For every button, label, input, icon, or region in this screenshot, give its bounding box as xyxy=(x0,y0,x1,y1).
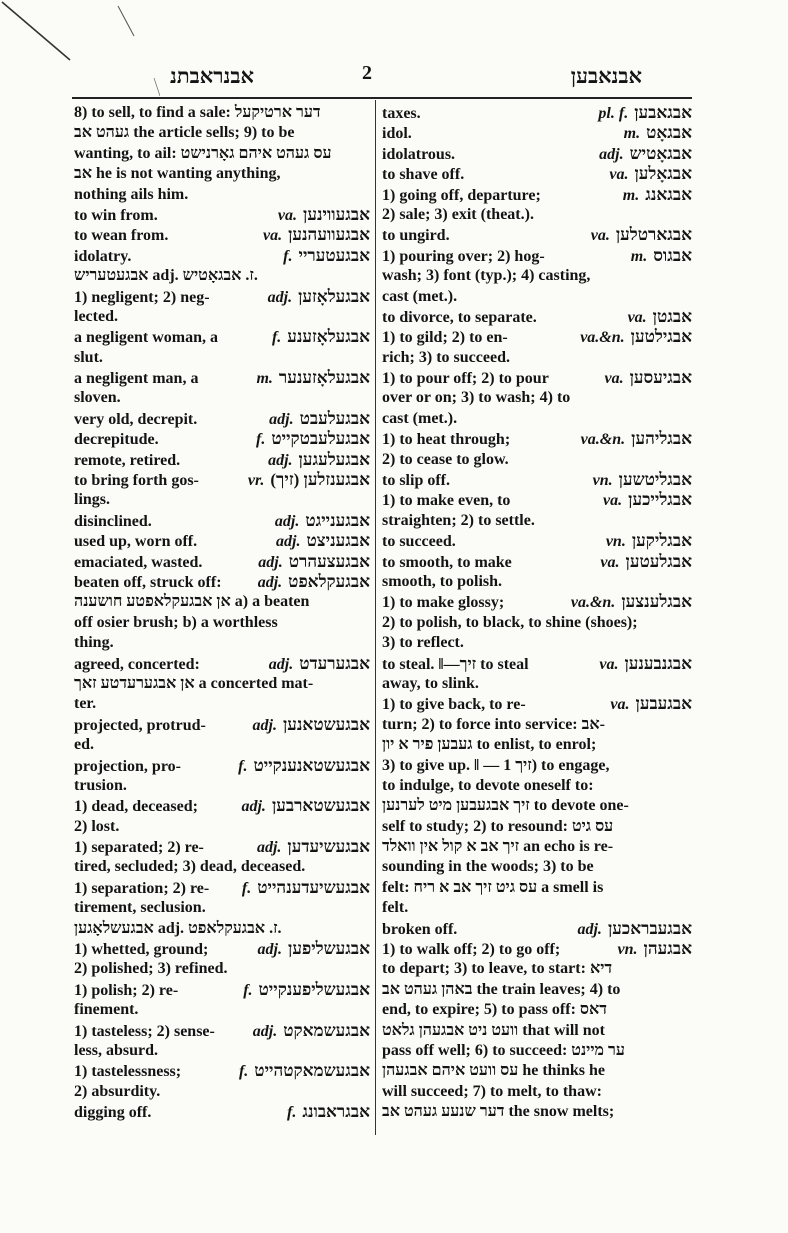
entry-line xyxy=(382,898,692,918)
part-of-speech: adj. xyxy=(268,451,293,469)
part-of-speech: adj. xyxy=(274,512,300,530)
entry-text: ed. xyxy=(74,736,94,754)
entry-line xyxy=(382,103,692,123)
entry-text: 2) sale; 3) exit (theat.). xyxy=(382,205,534,223)
part-of-speech: adj. xyxy=(599,145,624,163)
entry-text: 2) to polish, to black, to shine (shoes); xyxy=(382,613,638,631)
entry-text: agreed, concerted: xyxy=(74,655,200,673)
headword: אבגעלאָזענער xyxy=(278,368,370,388)
entry-text: idol. xyxy=(382,125,412,143)
entry-line xyxy=(74,266,370,286)
entry-line xyxy=(382,552,692,572)
entry-text: אן אבגערעדטע זאך a concerted mat- xyxy=(74,674,314,692)
part-of-speech: va. xyxy=(627,308,647,326)
entry-line xyxy=(74,1082,370,1102)
entry-line xyxy=(74,103,370,123)
entry-text: to steal. ‖—זיך to steal xyxy=(382,655,529,673)
entry-text: 1) to heat through; xyxy=(382,431,511,449)
entry-text: projected, protrud- xyxy=(74,716,206,734)
entry-text: smooth, to polish. xyxy=(382,572,503,590)
entry-text: 1) going off, departure; xyxy=(382,186,541,204)
part-of-speech: adj. xyxy=(577,920,602,938)
entry-line xyxy=(74,817,370,837)
entry-text: digging off. xyxy=(74,1104,152,1122)
headword: אבגעשמאקטהייט xyxy=(254,1061,370,1081)
entry-text: to succeed. xyxy=(382,533,456,551)
entry-text: to win from. xyxy=(74,206,158,224)
part-of-speech: va.&n. xyxy=(580,431,626,449)
header-left-guide-word: אבנראבתנ xyxy=(170,64,254,88)
entry-line xyxy=(74,490,370,510)
entry-text: זיך אבגעבען מיט לערנען to devote one- xyxy=(382,797,629,815)
headword: אבגליטשען xyxy=(618,470,692,490)
entry-line xyxy=(382,246,692,266)
entry-line xyxy=(382,511,692,531)
entry-line xyxy=(382,1000,692,1020)
entry-text: וועט ניט אבגעהן גלאט that will not xyxy=(382,1021,605,1039)
headword: אבגעשיעדענהייט xyxy=(257,877,370,897)
entry-line xyxy=(74,185,370,205)
entry-text: finement. xyxy=(74,1001,139,1019)
entry-line xyxy=(382,1082,692,1102)
entry-line xyxy=(382,1061,692,1081)
headword: אבגאָטיש xyxy=(629,143,692,163)
entry-text: felt. xyxy=(382,899,409,917)
entry-line xyxy=(382,654,692,674)
headword: אבגעלעגען xyxy=(298,449,370,469)
entry-text: slut. xyxy=(74,348,103,366)
part-of-speech: f. xyxy=(271,329,282,347)
entry-line xyxy=(382,837,692,857)
entry-line xyxy=(74,674,370,694)
headword: אבגעשיעדען xyxy=(287,837,370,857)
entry-text: אן אבגעקלאפטע חושענה a) a beaten xyxy=(74,593,310,611)
entry-text: taxes. xyxy=(382,105,421,122)
entry-text: trusion. xyxy=(74,776,127,794)
part-of-speech: vn. xyxy=(617,941,638,959)
right-column xyxy=(382,103,692,1123)
part-of-speech: pl. f. xyxy=(598,105,629,122)
entry-text: sloven. xyxy=(74,389,121,407)
entry-text: thing. xyxy=(74,634,114,652)
entry-line xyxy=(74,1041,370,1061)
entry-line xyxy=(74,511,370,531)
headword: אבגראבונג xyxy=(302,1102,370,1122)
entry-text: tired, secluded; 3) dead, deceased. xyxy=(74,858,306,876)
entry-line xyxy=(382,144,692,164)
entry-line xyxy=(74,164,370,184)
entry-text: to wean from. xyxy=(74,227,169,245)
part-of-speech: m. xyxy=(630,247,648,265)
entry-line xyxy=(382,592,692,612)
entry-line xyxy=(74,409,370,429)
entry-line xyxy=(382,531,692,551)
entry-line xyxy=(382,164,692,184)
part-of-speech: va.&n. xyxy=(570,594,616,612)
entry-text: nothing ails him. xyxy=(74,185,189,203)
entry-text: 2) absurdity. xyxy=(74,1082,161,1100)
entry-line xyxy=(382,613,692,633)
entry-line xyxy=(74,348,370,368)
headword: אבגליקען xyxy=(631,531,692,551)
entry-text: to slip off. xyxy=(382,472,450,490)
entry-line xyxy=(74,287,370,307)
part-of-speech: m. xyxy=(623,125,641,143)
entry-text: rich; 3) to succeed. xyxy=(382,348,510,366)
entry-text: 1) to gild; 2) to en- xyxy=(382,329,508,347)
entry-line xyxy=(382,674,692,694)
headword: אבגלעטען xyxy=(625,551,692,571)
entry-line xyxy=(74,857,370,877)
entry-text: straighten; 2) to settle. xyxy=(382,511,535,529)
entry-line xyxy=(382,1021,692,1041)
entry-text: pass off well; 6) to succeed: ער מיינט xyxy=(382,1041,625,1059)
entry-text: ter. xyxy=(74,695,97,713)
entry-line xyxy=(382,307,692,327)
entry-line xyxy=(382,123,692,143)
headword: אבגעשטאנענקייט xyxy=(253,755,370,775)
entry-text: 1) to make even, to xyxy=(382,492,511,510)
part-of-speech: adj. xyxy=(252,1022,278,1040)
headword: אבגארטלען xyxy=(615,225,692,245)
entry-text: wash; 3) font (typ.); 4) casting, xyxy=(382,267,591,285)
entry-line xyxy=(382,1041,692,1061)
entry-text: to smooth, to make xyxy=(382,553,512,571)
headword: אבגטן xyxy=(652,306,692,326)
entry-line xyxy=(74,388,370,408)
entry-line xyxy=(382,919,692,939)
entry-text: used up, worn off. xyxy=(74,533,198,551)
entry-line xyxy=(382,205,692,225)
entry-line xyxy=(382,796,692,816)
headword: אבגלייכען xyxy=(628,490,692,510)
entry-text: to shave off. xyxy=(382,166,465,184)
entry-text: tirement, seclusion. xyxy=(74,899,206,917)
entry-line xyxy=(74,592,370,612)
entry-text: 2) to cease to glow. xyxy=(382,450,509,468)
entry-text: to bring forth gos- xyxy=(74,472,199,490)
entry-text: off osier brush; b) a worthless xyxy=(74,613,278,631)
part-of-speech: adj. xyxy=(256,839,282,857)
page-number: 2 xyxy=(362,62,372,84)
entry-text: 1) to walk off; 2) to go off; xyxy=(382,941,561,959)
part-of-speech: f. xyxy=(238,757,248,775)
entry-text: idolatrous. xyxy=(382,145,456,163)
part-of-speech: va.&n. xyxy=(580,329,625,347)
part-of-speech: m. xyxy=(622,186,640,204)
entry-text: lected. xyxy=(74,307,118,325)
headword: אבגענזלען (זיך) xyxy=(270,470,370,490)
entry-text: 3) to reflect. xyxy=(382,634,464,652)
entry-line xyxy=(74,939,370,959)
headword: אבגעוועהנען xyxy=(288,225,370,245)
entry-line xyxy=(382,266,692,286)
entry-line xyxy=(382,450,692,470)
headword: אבגעלאָזען xyxy=(298,286,370,306)
entry-line xyxy=(74,756,370,776)
entry-line xyxy=(74,715,370,735)
part-of-speech: vn. xyxy=(592,472,613,490)
part-of-speech: adj. xyxy=(267,288,293,306)
entry-line xyxy=(74,1000,370,1020)
entry-text: עס וועט איהם אבגעהן he thinks he xyxy=(382,1062,606,1080)
entry-line xyxy=(382,185,692,205)
entry-line xyxy=(74,878,370,898)
entry-text: זיך אב א קול אין וואלד an echo is re- xyxy=(382,838,614,856)
part-of-speech: va. xyxy=(277,206,298,224)
entry-line xyxy=(74,613,370,633)
entry-line xyxy=(74,1102,370,1122)
part-of-speech: va. xyxy=(604,370,624,388)
entry-text: אבגעשלאָגען adj. ז. אבגעקלאפט. xyxy=(74,919,282,937)
entry-line xyxy=(382,572,692,592)
entry-line xyxy=(74,735,370,755)
entry-line xyxy=(382,817,692,837)
part-of-speech: f. xyxy=(238,1063,249,1081)
headword: אבגעבראכען xyxy=(607,918,692,938)
entry-text: 1) to pour off; 2) to pour xyxy=(382,370,549,388)
entry-text: 1) polish; 2) re- xyxy=(74,981,179,999)
entry-text: 1) whetted, ground; xyxy=(74,941,209,959)
entry-line xyxy=(74,327,370,347)
entry-line xyxy=(382,490,692,510)
entry-line xyxy=(382,368,692,388)
headword: אבגעקלאפט xyxy=(288,571,370,591)
entry-line xyxy=(74,205,370,225)
entry-text: a negligent man, a xyxy=(74,370,199,388)
entry-line xyxy=(382,959,692,979)
entry-line xyxy=(74,633,370,653)
entry-text: 1) to give back, to re- xyxy=(382,696,526,714)
headword: אבגעהן xyxy=(643,939,692,959)
part-of-speech: va. xyxy=(600,553,620,571)
entry-line xyxy=(74,796,370,816)
entry-line xyxy=(382,857,692,877)
entry-text: remote, retired. xyxy=(74,451,181,469)
entry-text: lings. xyxy=(74,491,111,509)
entry-text: to indulge, to devote oneself to: xyxy=(382,776,594,794)
entry-line xyxy=(382,470,692,490)
entry-line xyxy=(74,1021,370,1041)
headword: אבגעטעריי xyxy=(298,245,370,265)
part-of-speech: adj. xyxy=(276,533,301,551)
entry-text: broken off. xyxy=(382,920,458,938)
entry-text: אבגעטעריש adj. ז. אבגאָטיש. xyxy=(74,267,258,285)
entry-line xyxy=(74,470,370,490)
entry-line xyxy=(74,450,370,470)
entry-line xyxy=(382,287,692,307)
column-divider xyxy=(375,100,376,1135)
part-of-speech: va. xyxy=(599,655,619,673)
entry-text: end, to expire; 5) to pass off: דאס xyxy=(382,1001,607,1019)
entry-text: self to study; 2) to resound: עס גיט xyxy=(382,817,614,835)
entry-line xyxy=(382,429,692,449)
part-of-speech: f. xyxy=(243,981,253,999)
entry-line xyxy=(382,735,692,755)
entry-text: decrepitude. xyxy=(74,431,159,449)
part-of-speech: f. xyxy=(256,431,266,449)
part-of-speech: adj. xyxy=(257,941,282,959)
headword: אבגעשליפענקייט xyxy=(258,979,370,999)
headword: אבגלענצען xyxy=(621,592,692,612)
entry-line xyxy=(382,348,692,368)
entry-line xyxy=(382,388,692,408)
headword: אבגעצעהרט xyxy=(288,551,370,571)
entry-text: less, absurd. xyxy=(74,1041,159,1059)
entry-text: very old, decrepit. xyxy=(74,410,198,428)
entry-text: to depart; 3) to leave, to start: דיא xyxy=(382,960,613,978)
entry-line xyxy=(74,144,370,164)
headword: אבגערעדט xyxy=(299,653,370,673)
entry-text: דער שנעע געהט אב the snow melts; xyxy=(382,1103,615,1121)
headword: אבגענייגט xyxy=(305,510,370,530)
headword: אבגעשטאנען xyxy=(282,714,370,734)
entry-text: wanting, to ail: עס געהט איהם גאָרנישט xyxy=(74,144,332,162)
entry-text: over or on; 3) to wash; 4) to xyxy=(382,389,571,407)
entry-text: will succeed; 7) to melt, to thaw: xyxy=(382,1082,602,1100)
headword: אבגעשטארבען xyxy=(271,796,370,816)
entry-line xyxy=(382,327,692,347)
entry-line xyxy=(74,429,370,449)
part-of-speech: f. xyxy=(241,879,252,897)
entry-text: באהן געהט אב the train leaves; 4) to xyxy=(382,980,621,998)
entry-line xyxy=(382,694,692,714)
part-of-speech: adj. xyxy=(268,655,294,673)
part-of-speech: m. xyxy=(256,370,273,388)
headword: אבגעבען xyxy=(635,694,692,714)
entry-line xyxy=(382,939,692,959)
entry-text: 3) to give up. ‖ — זיך 1) to engage, xyxy=(382,756,610,774)
entry-line xyxy=(74,572,370,592)
headword: אבגעווינען xyxy=(303,204,370,224)
headword: אבגעלעבטקייט xyxy=(271,429,370,449)
entry-line xyxy=(74,837,370,857)
part-of-speech: adj. xyxy=(257,573,283,591)
entry-line xyxy=(382,409,692,429)
entry-line xyxy=(382,225,692,245)
entry-text: idolatry. xyxy=(74,247,132,265)
entry-text: a negligent woman, a xyxy=(74,329,218,347)
entry-line xyxy=(382,776,692,796)
entry-line xyxy=(74,123,370,143)
entry-text: emaciated, wasted. xyxy=(74,553,203,571)
headword: אבגעשליפען xyxy=(288,939,370,959)
entry-text: 1) dead, deceased; xyxy=(74,798,198,816)
entry-text: turn; 2) to force into service: אב- xyxy=(382,715,605,733)
headword: אבגעלעבט xyxy=(299,408,370,428)
header-right-guide-word: אבנאבען xyxy=(570,64,642,88)
entry-line xyxy=(382,756,692,776)
page-header xyxy=(72,60,692,90)
headword: אבגאָלען xyxy=(634,164,692,184)
part-of-speech: adj. xyxy=(269,410,294,428)
entry-line xyxy=(74,246,370,266)
entry-text: 1) negligent; 2) neg- xyxy=(74,288,210,306)
entry-line xyxy=(74,531,370,551)
entry-text: 1) pouring over; 2) hog- xyxy=(382,247,545,265)
entry-text: beaten off, struck off: xyxy=(74,573,222,591)
entry-text: sounding in the woods; 3) to be xyxy=(382,858,594,876)
entry-text: 1) to make glossy; xyxy=(382,594,505,612)
entry-line xyxy=(74,307,370,327)
headword: אבגעלאָזענע xyxy=(287,327,370,347)
entry-line xyxy=(382,633,692,653)
part-of-speech: va. xyxy=(610,696,630,714)
part-of-speech: vr. xyxy=(247,472,265,490)
headword: אבגיעסען xyxy=(629,368,692,388)
entry-text: cast (met.). xyxy=(382,409,458,427)
part-of-speech: va. xyxy=(609,166,629,184)
part-of-speech: va. xyxy=(590,227,610,245)
headword: אבגעניצט xyxy=(306,531,370,551)
headword: אבגילטען xyxy=(630,327,692,347)
entry-line xyxy=(74,368,370,388)
entry-line xyxy=(382,878,692,898)
headword: אבגאבען xyxy=(634,103,692,122)
entry-line xyxy=(74,959,370,979)
entry-line xyxy=(74,919,370,939)
entry-text: projection, pro- xyxy=(74,757,181,775)
entry-text: disinclined. xyxy=(74,512,152,530)
entry-line xyxy=(74,776,370,796)
entry-text: 2) polished; 3) refined. xyxy=(74,960,228,978)
entry-text: away, to slink. xyxy=(382,674,479,692)
headword: אבגליהען xyxy=(631,429,692,449)
part-of-speech: adj. xyxy=(241,798,266,816)
entry-text: 1) tastelessness; xyxy=(74,1063,182,1081)
entry-text: 8) to sell, to find a sale: דער ארטיקעל xyxy=(74,104,321,121)
entry-text: cast (met.). xyxy=(382,287,458,305)
header-rule xyxy=(72,97,692,99)
entry-line xyxy=(74,694,370,714)
entry-text: 2) lost. xyxy=(74,817,120,835)
entry-line xyxy=(382,715,692,735)
entry-line xyxy=(74,898,370,918)
part-of-speech: f. xyxy=(283,247,293,265)
part-of-speech: adj. xyxy=(258,553,283,571)
entry-line xyxy=(74,980,370,1000)
entry-text: געבען פיר א יון to enlist, to enrol; xyxy=(382,736,597,754)
entry-line xyxy=(382,980,692,1000)
entry-text: to divorce, to separate. xyxy=(382,308,537,326)
entry-line xyxy=(74,552,370,572)
headword: אבגאנג xyxy=(645,184,692,204)
headword: אבגוס xyxy=(653,245,692,265)
entry-text: 1) separated; 2) re- xyxy=(74,839,204,857)
entry-line xyxy=(74,1061,370,1081)
entry-text: אב he is not wanting anything, xyxy=(74,165,281,183)
entry-text: געהט אב the article sells; 9) to be xyxy=(74,124,295,142)
entry-text: 1) separation; 2) re- xyxy=(74,879,210,897)
part-of-speech: adj. xyxy=(252,716,277,734)
part-of-speech: f. xyxy=(287,1104,297,1122)
entry-text: to ungird. xyxy=(382,227,450,245)
entry-text: 1) tasteless; 2) sense- xyxy=(74,1022,215,1040)
part-of-speech: va. xyxy=(262,227,283,245)
headword: אבגנבענען xyxy=(624,653,692,673)
headword: אבגאָט xyxy=(646,123,692,143)
headword: אבגעשמאקט xyxy=(283,1020,370,1040)
part-of-speech: va. xyxy=(603,492,623,510)
entry-text: felt: עס גיט זיך אב א ריח a smell is xyxy=(382,878,604,896)
entry-line xyxy=(74,225,370,245)
left-column xyxy=(74,103,370,1123)
entry-line xyxy=(382,1102,692,1122)
entry-line xyxy=(74,654,370,674)
part-of-speech: vn. xyxy=(605,533,626,551)
